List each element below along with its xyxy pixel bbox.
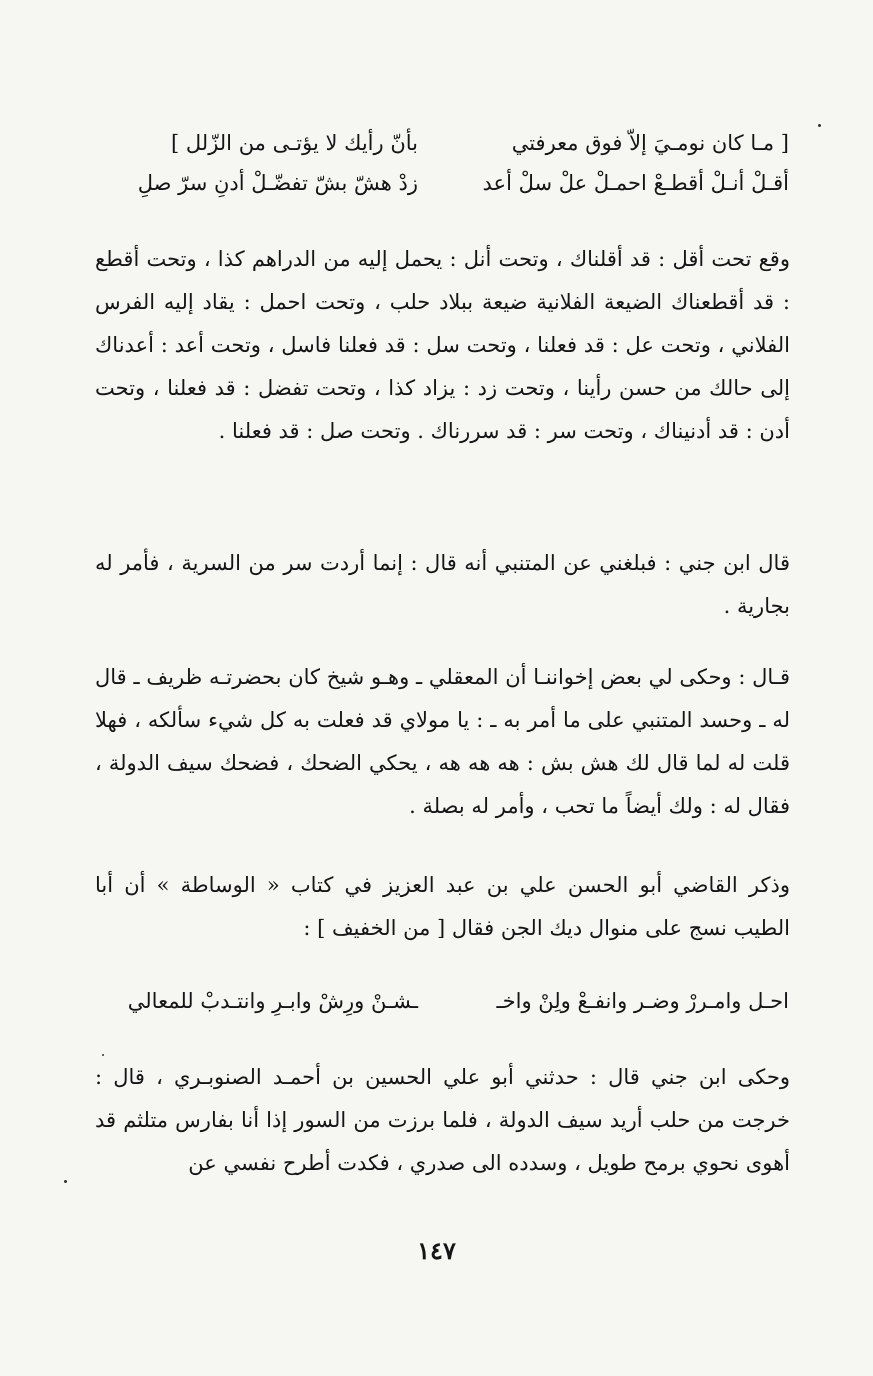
page-number: ١٤٧	[417, 1236, 456, 1265]
scan-speck	[818, 124, 821, 127]
scan-speck	[64, 1180, 67, 1183]
verse1-hemistich-left-line2: زدْ هشّ بشّ تفضّـلْ أدنِ سرّ صلِ	[137, 171, 418, 195]
paragraph-1: وقع تحت أقل : قد أقلناك ، وتحت أنل : يحمل إليه من الدراهم كذا ، وتحت أقطع : قد أقطعناك الضيعة الفلانية ضيعة ببلاد حلب ، وتحت احمل : يقاد إليه الفرس الفلاني ، وتحت عل : قد فعلنا ، وتحت سل : قد فعلنا فاسل ، وتحت أعد : أعدناك إلى حالك من حسن رأينا ، وتحت زد : يزاد كذا ، وتحت تفضل : قد فعلنا ، وتحت أدن : قد أدنيناك ، وتحت سر : قد سررناك . وتحت صل : قد فعلنا .	[95, 247, 790, 443]
paragraph-3: قـال : وحكى لي بعض إخواننـا أن المعقلي ـ وهـو شيخ كان بحضرتـه ظريف ـ قال له ـ وحسد المتنبي على ما أمر به ـ : يا مولاي قد فعلت به كل شيء سألكه ، فهلا قلت له لما قال لك هش بش : هه هه هه ، يحكي الضحك ، فضحك سيف الدولة ، فقال له : ولك أيضاً ما تحب ، وأمر له بصلة .	[95, 665, 790, 818]
verse1-hemistich-right-line1: [ مـا كان نومـيَ إلاّ فوق معرفتي	[511, 131, 789, 155]
verse1-hemistich-left-line1: بأنّ رأيك لا يؤتـى من الزّلل ]	[171, 131, 418, 155]
paragraph-5: وحكى ابن جني قال : حدثني أبو علي الحسين بن أحمـد الصنوبـري ، قال : خرجت من حلب أريد سيف الدولة ، فلما برزت من السور إذا أنا بفارس متلثم قد أهوى نحوي برمح طويل ، وسدده الى صدري ، فكدت أطرح نفسي عن	[95, 1065, 790, 1175]
paragraph-2: قال ابن جني : فبلغني عن المتنبي أنه قال : إنما أردت سر من السرية ، فأمر له بجارية .	[95, 551, 790, 618]
verse2-hemistich-right: احـل وامـررْ وضـر وانفـعْ ولِنْ واخـ	[496, 989, 789, 1013]
verse2-hemistich-left: ـشـنْ ورِشْ وابـرِ وانتـدبْ للمعالي	[127, 989, 418, 1013]
paragraph-4: وذكر القاضي أبو الحسن علي بن عبد العزيز في كتاب « الوساطة » أن أبا الطيب نسج على منوال ديك الجن فقال [ من الخفيف ] :	[95, 873, 790, 940]
verse1-hemistich-right-line2: أقـلْ أنـلْ أقطـعْ احمـلْ علْ سلْ أعد	[482, 171, 789, 195]
scan-speck	[102, 1054, 104, 1056]
